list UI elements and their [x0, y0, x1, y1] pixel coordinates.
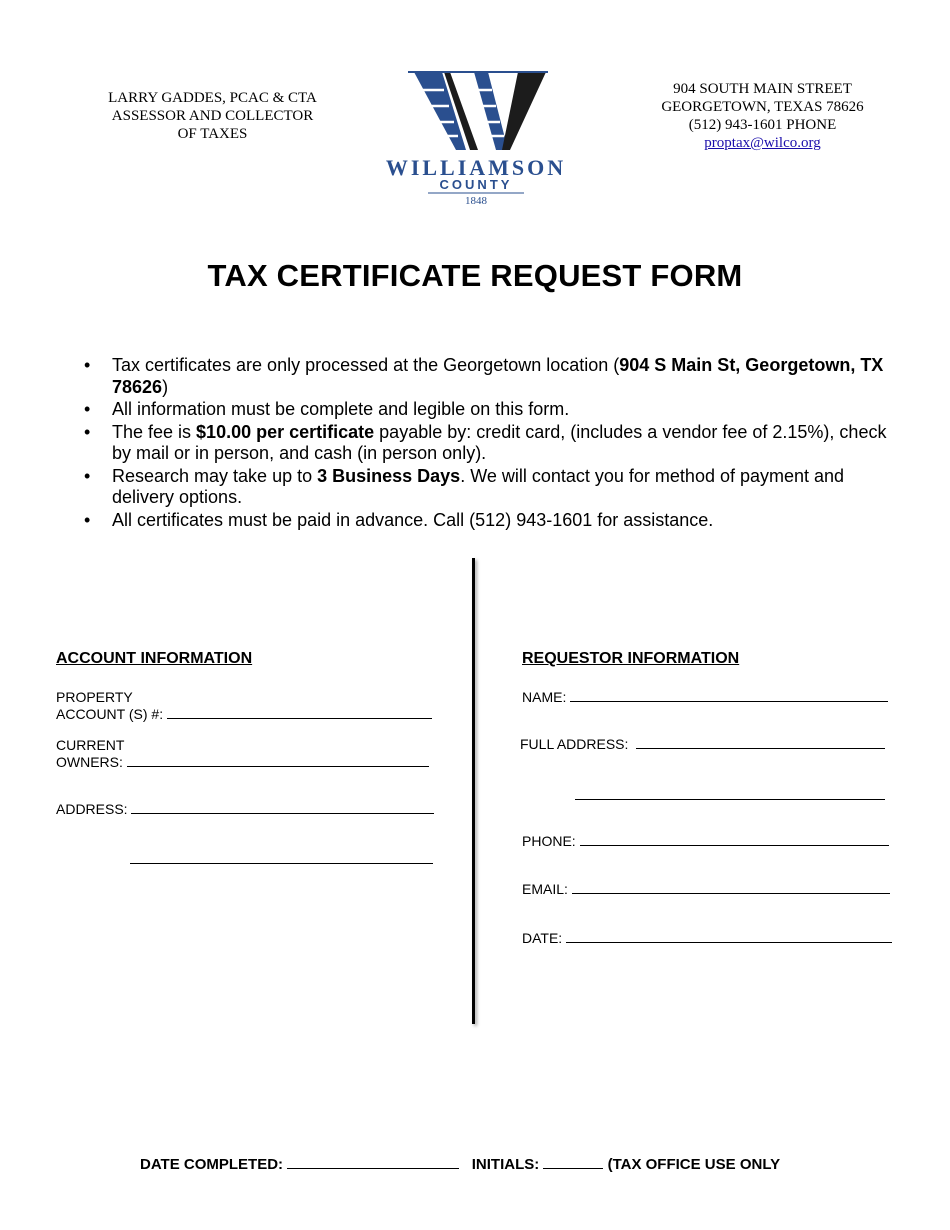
date-input[interactable] — [566, 930, 892, 943]
logo-county: COUNTY — [439, 177, 513, 192]
column-divider — [472, 558, 475, 1024]
current-owners-field: CURRENT OWNERS: — [56, 737, 429, 771]
assessor-title-2: OF TAXES — [177, 126, 248, 142]
address-field: ADDRESS: — [56, 801, 434, 818]
list-item: • All information must be complete and legible on this form. — [82, 399, 902, 421]
assessor-block — [90, 89, 335, 143]
requestor-info-heading: REQUESTOR INFORMATION — [522, 650, 740, 667]
phone-field: PHONE: — [522, 833, 889, 850]
street-address: 904 SOUTH MAIN STREET — [673, 81, 852, 97]
office-use-footer — [140, 1155, 780, 1173]
list-item: • Research may take up to 3 Business Days. We will contact you for method of payment and delivery options. — [82, 466, 902, 509]
logo-name: WILLIAMSON — [385, 155, 567, 180]
initials-label: INITIALS: — [471, 1156, 540, 1173]
account-info-heading: ACCOUNT INFORMATION — [56, 650, 253, 667]
date-completed-input[interactable] — [287, 1155, 459, 1169]
initials-input[interactable] — [543, 1155, 603, 1169]
address-input[interactable] — [131, 801, 434, 814]
city-state-zip: GEORGETOWN, TEXAS 78626 — [661, 99, 864, 115]
email-link[interactable]: proptax@wilco.org — [704, 135, 821, 151]
list-item: • All certificates must be paid in advance. Call (512) 943-1601 for assistance. — [82, 510, 902, 532]
full-address-input-line-2[interactable] — [575, 786, 885, 800]
full-address-input[interactable] — [636, 736, 885, 749]
name-input[interactable] — [570, 689, 888, 702]
page-title: TAX CERTIFICATE REQUEST FORM — [207, 258, 743, 293]
full-address-field: FULL ADDRESS: — [520, 736, 885, 753]
date-completed-label: DATE COMPLETED: — [140, 1156, 284, 1173]
assessor-name: LARRY GADDES, PCAC & CTA — [108, 90, 317, 106]
phone-input[interactable] — [580, 833, 889, 846]
current-owners-input[interactable] — [127, 754, 429, 767]
list-item: • Tax certificates are only processed at the Georgetown location (904 S Main St, Georgetown, TX 78626) — [82, 355, 902, 398]
office-address-block — [640, 80, 885, 152]
email-field: EMAIL: — [522, 881, 890, 898]
date-field: DATE: — [522, 930, 892, 947]
email-input[interactable] — [572, 881, 890, 894]
assessor-title: ASSESSOR AND COLLECTOR — [111, 108, 314, 124]
w-logo-icon — [378, 70, 574, 210]
phone-number: (512) 943-1601 PHONE — [688, 117, 837, 133]
property-account-input[interactable] — [167, 706, 432, 719]
logo-year: 1848 — [465, 195, 487, 207]
name-field: NAME: — [522, 689, 888, 706]
williamson-county-logo — [378, 70, 574, 210]
address-input-line-2[interactable] — [130, 850, 433, 864]
office-use-note: (TAX OFFICE USE ONLY — [607, 1156, 781, 1173]
list-item: • The fee is $10.00 per certificate payable by: credit card, (includes a vendor fee of 2.15%), check by mail or in person, and cash (in person only). — [82, 422, 902, 465]
instructions-list — [82, 355, 902, 532]
property-account-field: PROPERTY ACCOUNT (S) #: — [56, 689, 432, 723]
